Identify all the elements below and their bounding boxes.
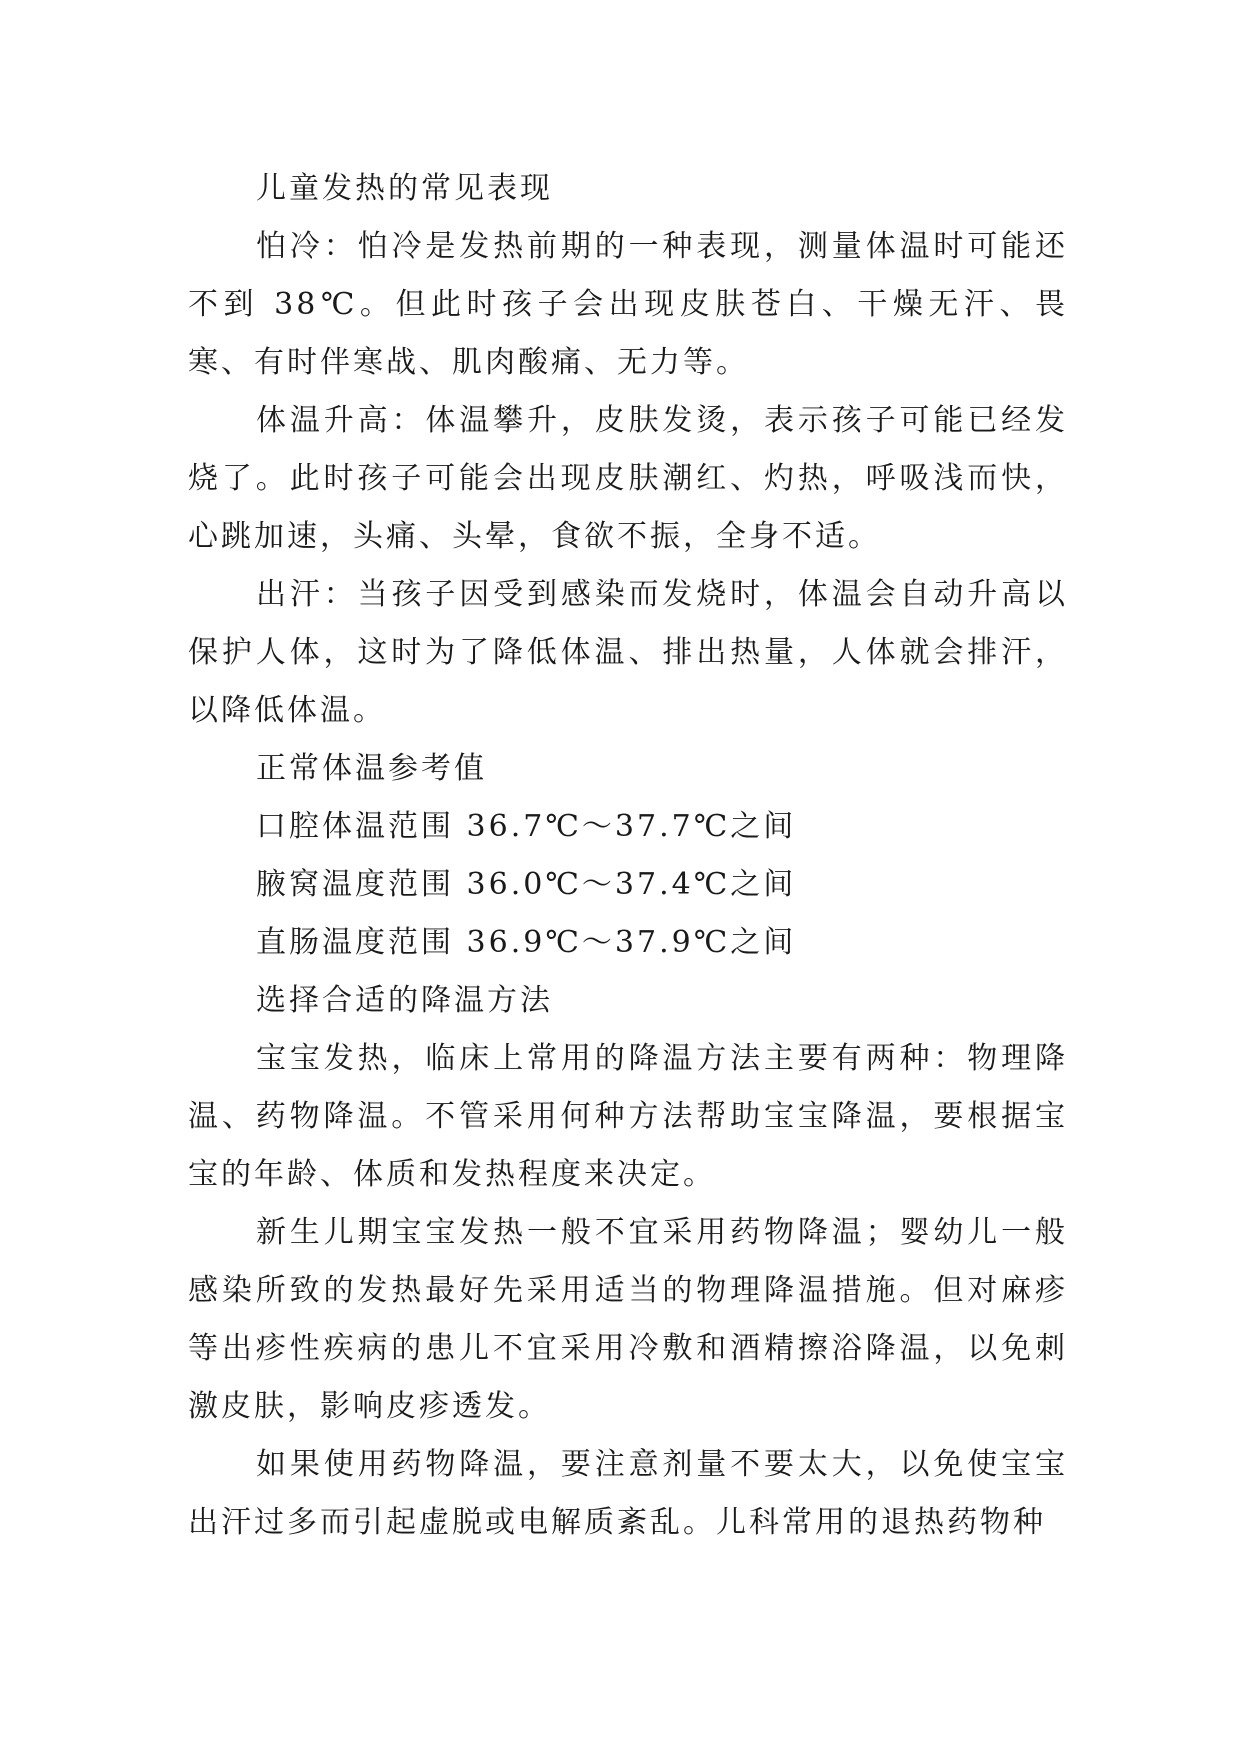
paragraph-newborn-cooling: 新生儿期宝宝发热一般不宜采用药物降温；婴幼儿一般感染所致的发热最好先采用适当的物理降温措施。但对麻疹等出疹性疾病的患儿不宜采用冷敷和酒精擦浴降温，以免刺激皮肤，影响皮疹透发。 [188, 1215, 1068, 1424]
axillary-temperature-range: 腋窝温度范围 36.0℃～37.4℃之间 [256, 867, 797, 902]
section-heading-cooling-methods: 选择合适的降温方法 [256, 983, 553, 1018]
paragraph-cooling-overview: 宝宝发热，临床上常用的降温方法主要有两种：物理降温、药物降温。不管采用何种方法帮助宝宝降温，要根据宝宝的年龄、体质和发热程度来决定。 [188, 1041, 1068, 1192]
section-heading-normal-temperature: 正常体温参考值 [256, 751, 487, 786]
rectal-temperature-range: 直肠温度范围 36.9℃～37.9℃之间 [256, 925, 797, 960]
section-heading-fever-symptoms: 儿童发热的常见表现 [256, 171, 553, 206]
paragraph-chills: 怕冷：怕冷是发热前期的一种表现，测量体温时可能还不到 38℃。但此时孩子会出现皮肤苍白、干燥无汗、畏寒、有时伴寒战、肌肉酸痛、无力等。 [188, 229, 1068, 380]
paragraph-temperature-rise: 体温升高：体温攀升，皮肤发烫，表示孩子可能已经发烧了。此时孩子可能会出现皮肤潮红、灼热，呼吸浅而快，心跳加速，头痛、头晕，食欲不振，全身不适。 [188, 403, 1068, 554]
paragraph-sweating: 出汗：当孩子因受到感染而发烧时，体温会自动升高以保护人体，这时为了降低体温、排出热量，人体就会排汗，以降低体温。 [188, 577, 1068, 728]
oral-temperature-range: 口腔体温范围 36.7℃～37.7℃之间 [256, 809, 797, 844]
paragraph-medication-cooling: 如果使用药物降温，要注意剂量不要太大，以免使宝宝出汗过多而引起虚脱或电解质紊乱。儿科常用的退热药物种 [188, 1447, 1068, 1540]
document-body [188, 160, 1068, 1552]
